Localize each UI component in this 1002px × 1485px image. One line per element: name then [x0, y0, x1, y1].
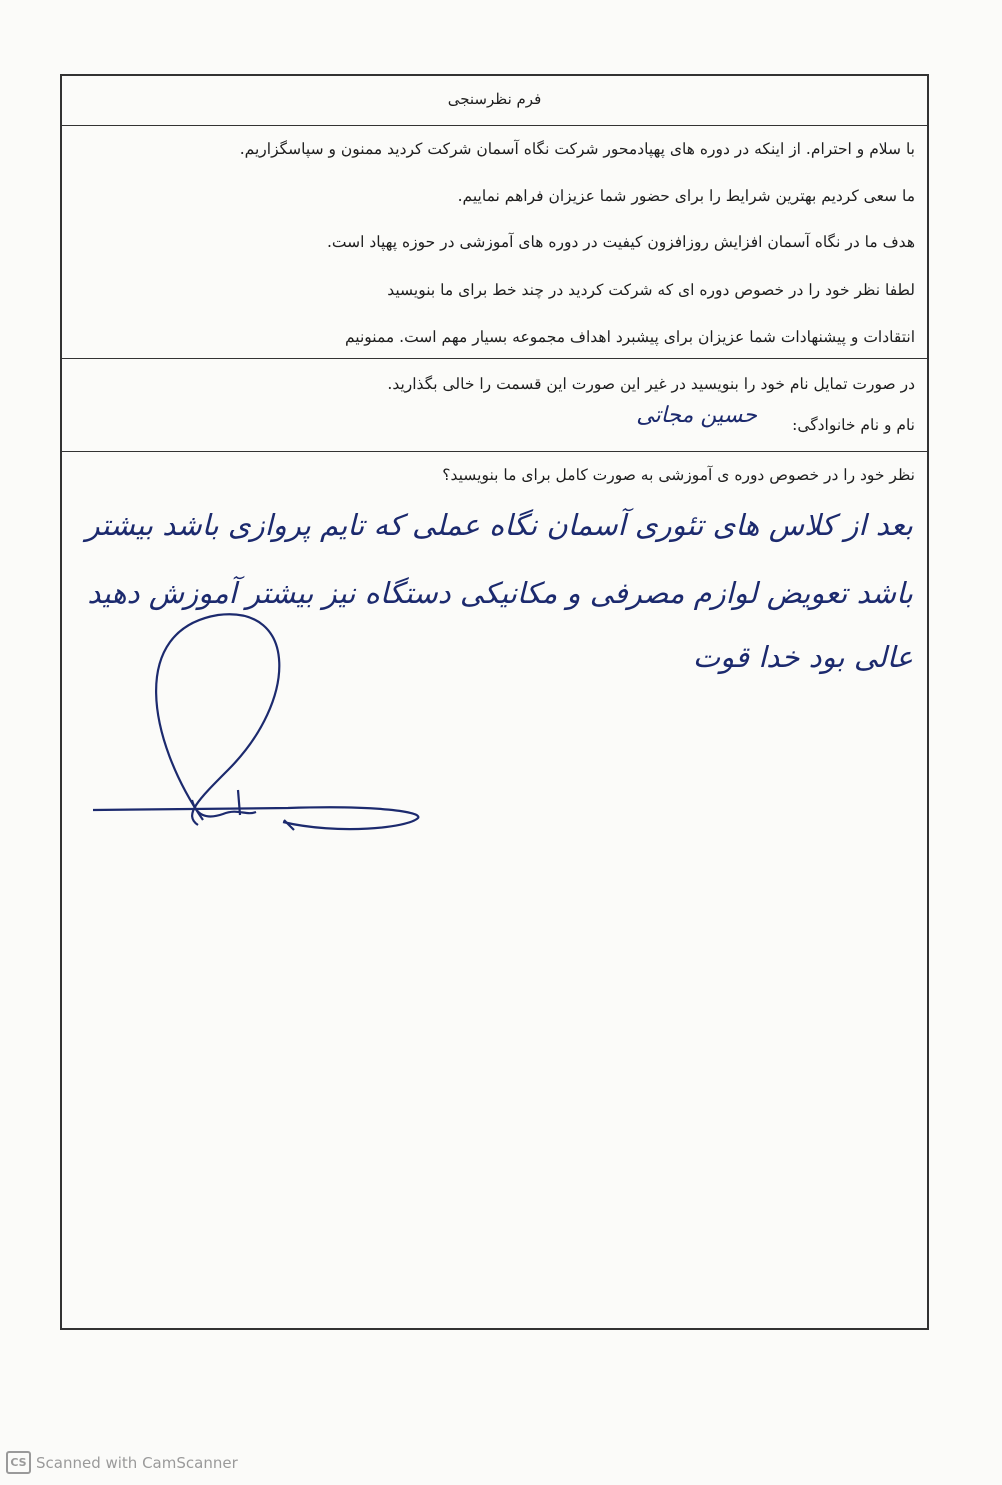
camscanner-logo-icon: CS: [6, 1451, 31, 1474]
handwritten-name: حسین مجاتی: [636, 403, 757, 428]
signature: [88, 590, 428, 850]
name-instruction: در صورت تمایل نام خود را بنویسید در غیر این صورت این قسمت را خالی بگذارید.: [387, 375, 915, 393]
answer-prompt: نظر خود را در خصوص دوره ی آموزشی به صورت کامل برای ما بنویسید؟: [442, 466, 915, 484]
intro-line: انتقادات و پیشنهادات شما عزیزان برای پیشبرد اهداف مجموعه بسیار مهم است. ممنونیم: [344, 328, 915, 346]
handwritten-answer-line: بعد از کلاس های تئوری آسمان نگاه عملی که تایم پروازی باشد بیشتر: [85, 508, 913, 542]
intro-section: [62, 126, 927, 359]
signature-scribble: [192, 790, 294, 830]
intro-line: لطفا نظر خود را در خصوص دوره ای که شرکت کردید در چند خط برای ما بنویسید: [387, 281, 915, 299]
name-section: [62, 359, 927, 452]
intro-line: با سلام و احترام. از اینکه در دوره های پهپادمحور شرکت نگاه آسمان شرکت کردید ممنون و سپاسگزاریم.: [239, 140, 915, 158]
name-label: نام و نام خانوادگی:: [792, 416, 915, 434]
form-title: فرم نظرسنجی: [447, 90, 542, 108]
handwritten-answer-line: عالی بود خدا قوت: [692, 640, 913, 674]
title-row: [62, 76, 927, 126]
handwritten-answer-line: باشد تعویض لوازم مصرفی و مکانیکی دستگاه نیز بیشتر آموزش دهید: [87, 576, 913, 610]
signature-loop: [156, 614, 279, 825]
camscanner-label: Scanned with CamScanner: [36, 1453, 238, 1472]
signature-underline: [93, 807, 418, 829]
camscanner-watermark: [6, 1451, 238, 1474]
answer-section: [62, 452, 927, 1328]
intro-line: ما سعی کردیم بهترین شرایط را برای حضور شما عزیزان فراهم نماییم.: [457, 187, 915, 205]
intro-line: هدف ما در نگاه آسمان افزایش روزافزون کیفیت در دوره های آموزشی در حوزه پهپاد است.: [326, 233, 915, 251]
